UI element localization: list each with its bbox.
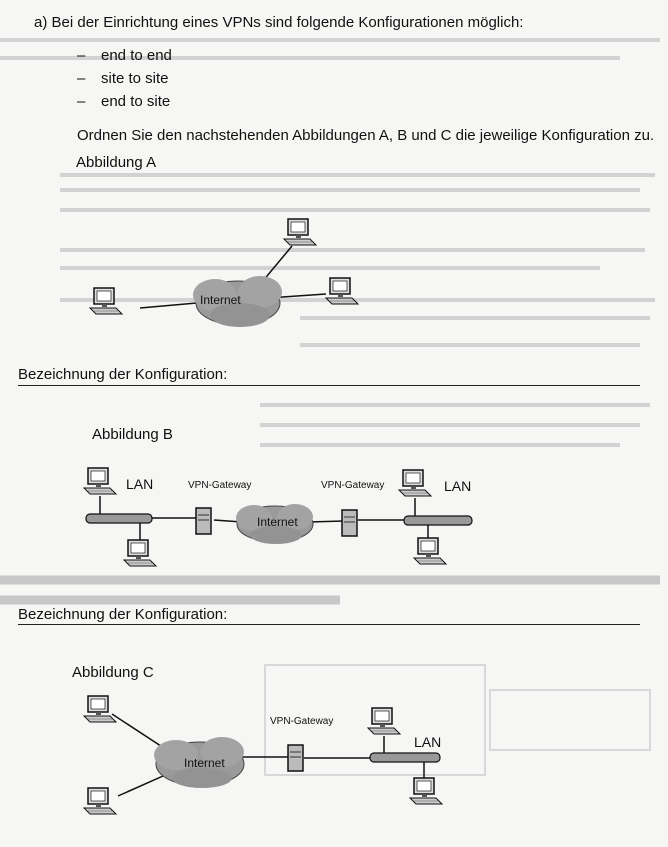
figure-a-diagram (90, 219, 358, 327)
figure-c-title: Abbildung C (72, 664, 154, 681)
option-item-2: – site to site (77, 70, 169, 87)
computer-icon-b2 (124, 540, 156, 566)
option-item-1: – end to end (77, 47, 172, 64)
gateway-icon-c (288, 745, 303, 771)
gateway-icon-b2 (342, 510, 357, 536)
computer-icon-b4 (414, 538, 446, 564)
cloud-label-a: Internet (200, 293, 241, 307)
cloud-label-c: Internet (184, 756, 225, 770)
gateway-label-b-right: VPN-Gateway (321, 480, 385, 491)
computer-icon-b1 (84, 468, 116, 494)
answer-label-b: Bezeichnung der Konfiguration: (18, 606, 228, 623)
question-instruction: Ordnen Sie den nachstehenden Abbildungen A, B und C die jeweilige Konfiguration zu. (77, 127, 655, 144)
computer-icon-c4 (410, 778, 442, 804)
gateway-label-b-left: VPN-Gateway (188, 480, 252, 491)
lan-label-c: LAN (414, 734, 442, 750)
figure-b-title: Abbildung B (92, 426, 173, 443)
answer-label-a: Bezeichnung der Konfiguration: (18, 366, 228, 383)
lan-label-b-right: LAN (444, 478, 472, 494)
question-intro: a) Bei der Einrichtung eines VPNs sind folgende Konfigurationen möglich: (34, 14, 524, 31)
computer-icon-b3 (399, 470, 431, 496)
gateway-icon-b1 (196, 508, 211, 534)
lan-label-b-left: LAN (126, 476, 154, 492)
gateway-label-c: VPN-Gateway (270, 716, 334, 727)
figure-c-diagram (84, 696, 442, 814)
computer-icon-a2 (284, 219, 316, 245)
computer-icon-a3 (326, 278, 358, 304)
cloud-label-b: Internet (257, 515, 298, 529)
computer-icon-c3 (368, 708, 400, 734)
computer-icon-c2 (84, 788, 116, 814)
option-item-3: – end to site (77, 93, 171, 110)
computer-icon-c1 (84, 696, 116, 722)
computer-icon-a1 (90, 288, 122, 314)
figure-a-title: Abbildung A (76, 154, 157, 171)
